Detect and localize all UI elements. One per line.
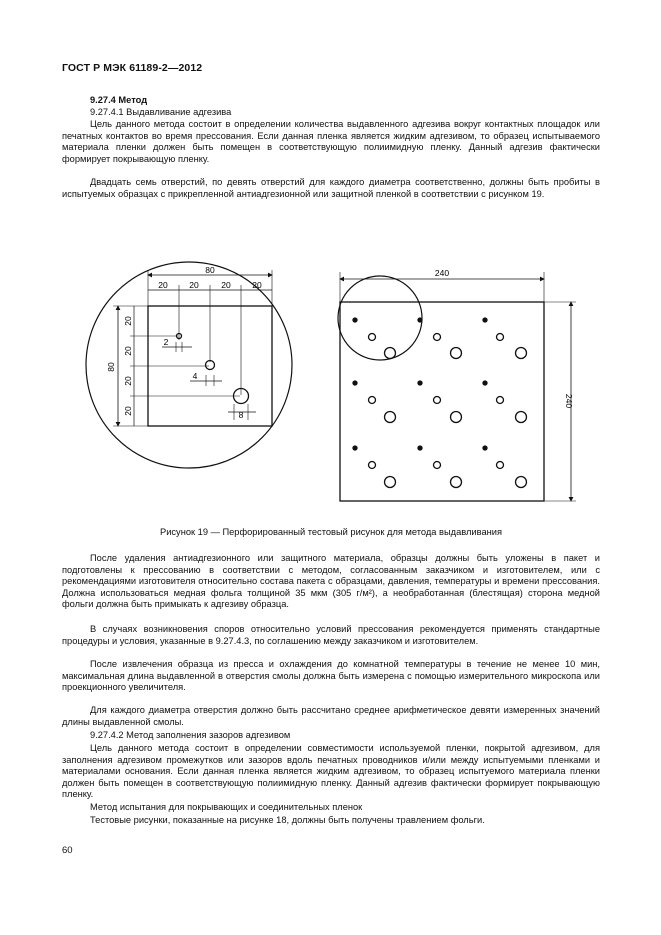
figure-caption: Рисунок 19 — Перфорированный тестовый рисунок для метода выдавливания — [160, 527, 502, 537]
dim-v-1: 20 — [123, 316, 133, 326]
dim-total-width: 80 — [205, 265, 215, 275]
dim-total-height: 80 — [106, 362, 116, 372]
dim-seg-4: 20 — [252, 280, 262, 290]
test-panel — [340, 302, 544, 501]
paragraph-3: После удаления антиадгезионного или защитного материала, образцы должны быть уложены в пакет и подготовлены к прессованию в соответствии с методом, согласованным заказчиком и изготовителем, или с рекомендациями изготовителя относительно состава пакета с образцами, давления, температуры и времени прессования. Должна использоваться медная фольга толщиной 35 мкм (305 г/м²), а необработанная (блестящая) сторона медной фольги должна быть примыкать к адгезиву образца. — [62, 553, 600, 610]
paragraph-5: После извлечения образца из пресса и охлаждения до комнатной температуры в течение не менее 10 мин, максимальная длина выдавленной в отверстия смолы должна быть измерена с помощью измерительного микроскопа или проекционного увеличителя. — [62, 659, 600, 693]
dim-seg-3: 20 — [221, 280, 231, 290]
dim-v-4: 20 — [123, 406, 133, 416]
paragraph-6: Для каждого диаметра отверстия должно быть рассчитано среднее арифметическое девяти измеренных значений длины выдавленной смолы. — [62, 705, 600, 727]
paragraph-4: В случаях возникновения споров относительно условий прессования рекомендуется применять стандартные процедуры и условия, указанные в 9.27.4.3, по соглашению между заказчиком и изготовителем. — [62, 624, 600, 646]
dim-panel-height: 240 — [564, 393, 574, 409]
document-header: ГОСТ Р МЭК 61189-2—2012 — [62, 62, 203, 74]
paragraph-8: Метод испытания для покрывающих и соединительных пленок — [90, 802, 363, 812]
paragraph-7: Цель данного метода состоит в определении совместимости используемой пленки, покрытой адгезивом, для заполнения адгезивом промежутков или зазоров вдоль печатных проводников и/или между испытуемыми пленками и материалами основания. Если данная пленка является жидким адгезивом, то образец испытуемого материала пленки должен быть помещен в соответствующую полиимидную пленку. Данный адгезив фактически формирует покрывающую пленку. — [62, 743, 600, 800]
dim-hole-small: 2 — [163, 337, 169, 347]
dim-hole-large: 8 — [238, 410, 244, 420]
paragraph-9: Тестовые рисунки, показанные на рисунке 18, должны быть получены травлением фольги. — [90, 815, 485, 825]
dim-panel-width: 240 — [434, 268, 450, 278]
detail-marker-circle — [338, 276, 422, 360]
page-number: 60 — [62, 845, 73, 856]
paragraph-2: Двадцать семь отверстий, по девять отверстий для каждого диаметра соответственно, должны быть пробиты в испытуемых образцах с прикрепленной антиадгезионной или защитной пленкой в соответствии с рисунком 19. — [62, 177, 600, 199]
section-heading: 9.27.4 Метод — [90, 95, 148, 105]
panel-holes — [353, 318, 527, 488]
subsection-heading-2: 9.27.4.2 Метод заполнения зазоров адгезивом — [90, 730, 291, 740]
dim-seg-1: 20 — [158, 280, 168, 290]
dim-hole-mid: 4 — [192, 371, 198, 381]
paragraph-1: Цель данного метода состоит в определении количества выдавленного адгезива вокруг контактных площадок или печатных контактов во время прессования. Если данная пленка является жидким адгезивом, то образец испытываемого материала пленки должен быть помещен в соответствующую полиимидную пленку. Данный адгезив фактически формирует покрывающую пленку. — [62, 119, 600, 164]
dim-v-2: 20 — [123, 346, 133, 356]
subsection-heading: 9.27.4.1 Выдавливание адгезива — [90, 107, 232, 117]
dim-v-3: 20 — [123, 376, 133, 386]
detail-circle — [86, 262, 292, 468]
dim-seg-2: 20 — [189, 280, 199, 290]
